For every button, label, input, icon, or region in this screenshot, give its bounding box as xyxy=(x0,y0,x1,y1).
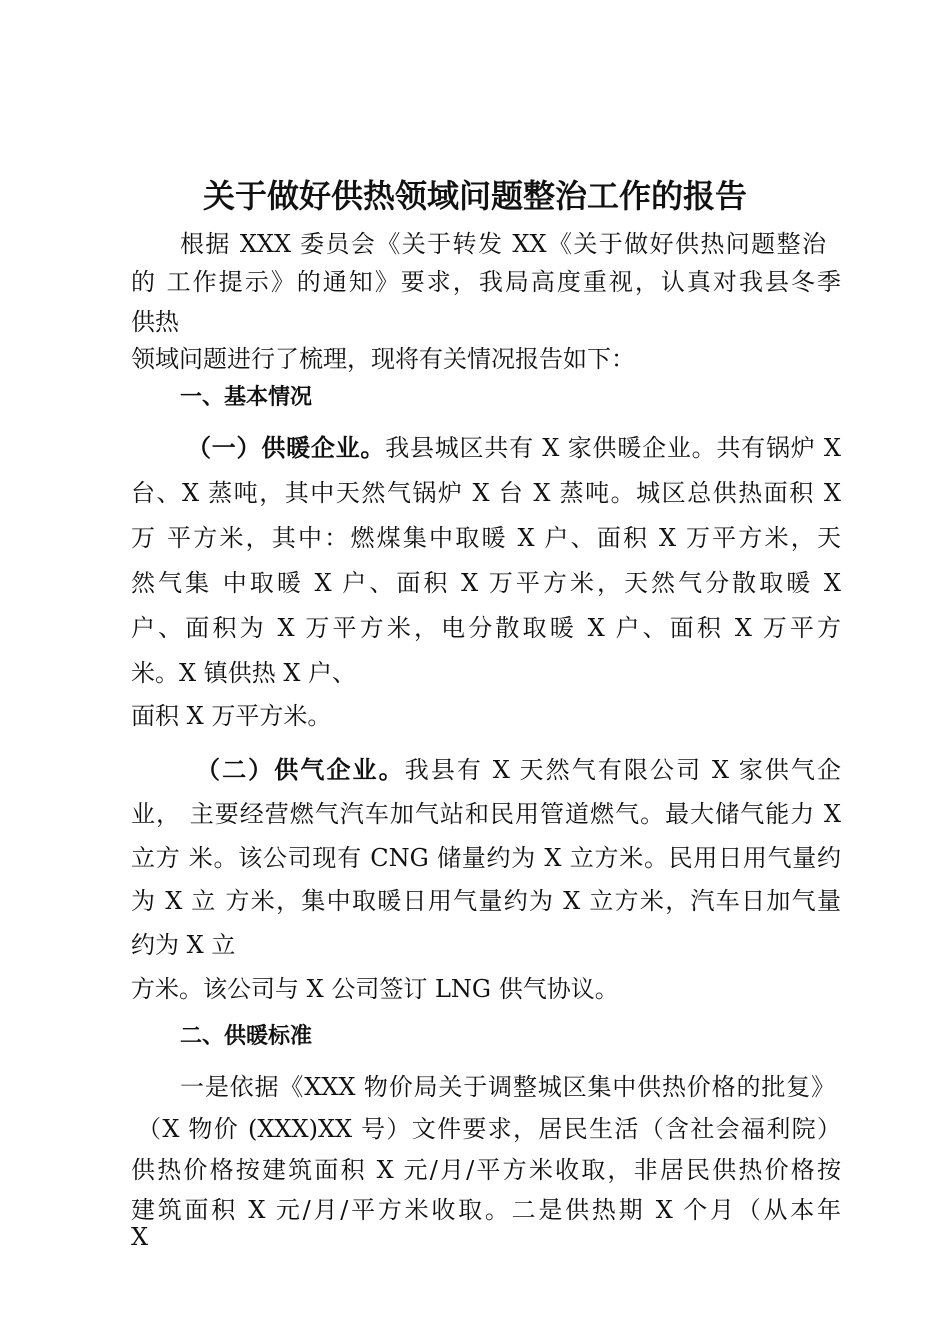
s1p1-line-5: 户、面积为 X 万平方米，电分散取暖 X 户、面积 X 万平方 xyxy=(131,614,841,642)
s2p1-line-2: （X 物价 (XXX)XX 号）文件要求，居民生活（含社会福利院） xyxy=(137,1115,841,1143)
s2p1-line-3: 供热价格按建筑面积 X 元/月/平方米收取，非居民供热价格按 xyxy=(131,1156,841,1184)
s1p2-line-5: 约为 X 立 xyxy=(131,931,236,959)
s1p2-line-3: 立方 米。该公司现有 CNG 储量约为 X 立方米。民用日用气量约 xyxy=(131,844,841,872)
s2p1-line-1: 一是依据《XXX 物价局关于调整城区集中供热价格的批复》 xyxy=(180,1073,835,1101)
s1p2-line-1 xyxy=(196,755,841,785)
intro-line-2: 的 工作提示》的通知》要求，我局高度重视，认真对我县冬季 xyxy=(131,268,841,296)
s2p1-line-5: X xyxy=(131,1223,149,1251)
s1p2-label: （二）供气企业。 xyxy=(196,756,405,784)
s1p2-first-rest: 我县有 X 天然气有限公司 X 家供气企 xyxy=(404,756,842,784)
document-title: 关于做好供热领域问题整治工作的报告 xyxy=(202,177,747,215)
s2p1-line-4: 建筑面积 X 元/月/平方米收取。二是供热期 X 个月（从本年 xyxy=(131,1196,841,1224)
s1p2-line-6: 方米。该公司与 X 公司签订 LNG 供气协议。 xyxy=(131,975,619,1003)
s1p1-line-1 xyxy=(187,433,841,463)
s1p1-line-3: 万 平方米，其中：燃煤集中取暖 X 户、面积 X 万平方米，天 xyxy=(131,524,841,552)
section-heading-standard: 二、供暖标准 xyxy=(180,1024,313,1049)
s1p1-label: （一）供暖企业。 xyxy=(187,434,386,462)
section-heading-basic: 一、基本情况 xyxy=(180,385,313,410)
intro-line-3: 供热 xyxy=(131,308,179,336)
s1p1-line-2: 台、X 蒸吨，其中天然气锅炉 X 台 X 蒸吨。城区总供热面积 X xyxy=(131,479,841,507)
intro-line-4: 领域问题进行了梳理，现将有关情况报告如下： xyxy=(131,345,635,373)
s1p1-line-6: 米。X 镇供热 X 户、 xyxy=(131,659,357,687)
s1p1-line-4: 然气集 中取暖 X 户、面积 X 万平方米，天然气分散取暖 X xyxy=(131,569,841,597)
s1p2-line-4: 为 X 立 方米，集中取暖日用气量约为 X 立方米，汽车日加气量 xyxy=(131,887,841,915)
intro-line-1: 根据 XXX 委员会《关于转发 XX《关于做好供热问题整治 xyxy=(180,230,826,258)
s1p1-first-rest: 我县城区共有 X 家供暖企业。共有锅炉 X xyxy=(385,434,841,462)
s1p2-line-2: 业， 主要经营燃气汽车加气站和民用管道燃气。最大储气能力 X xyxy=(131,800,841,828)
s1p1-line-7: 面积 X 万平方米。 xyxy=(131,702,332,730)
